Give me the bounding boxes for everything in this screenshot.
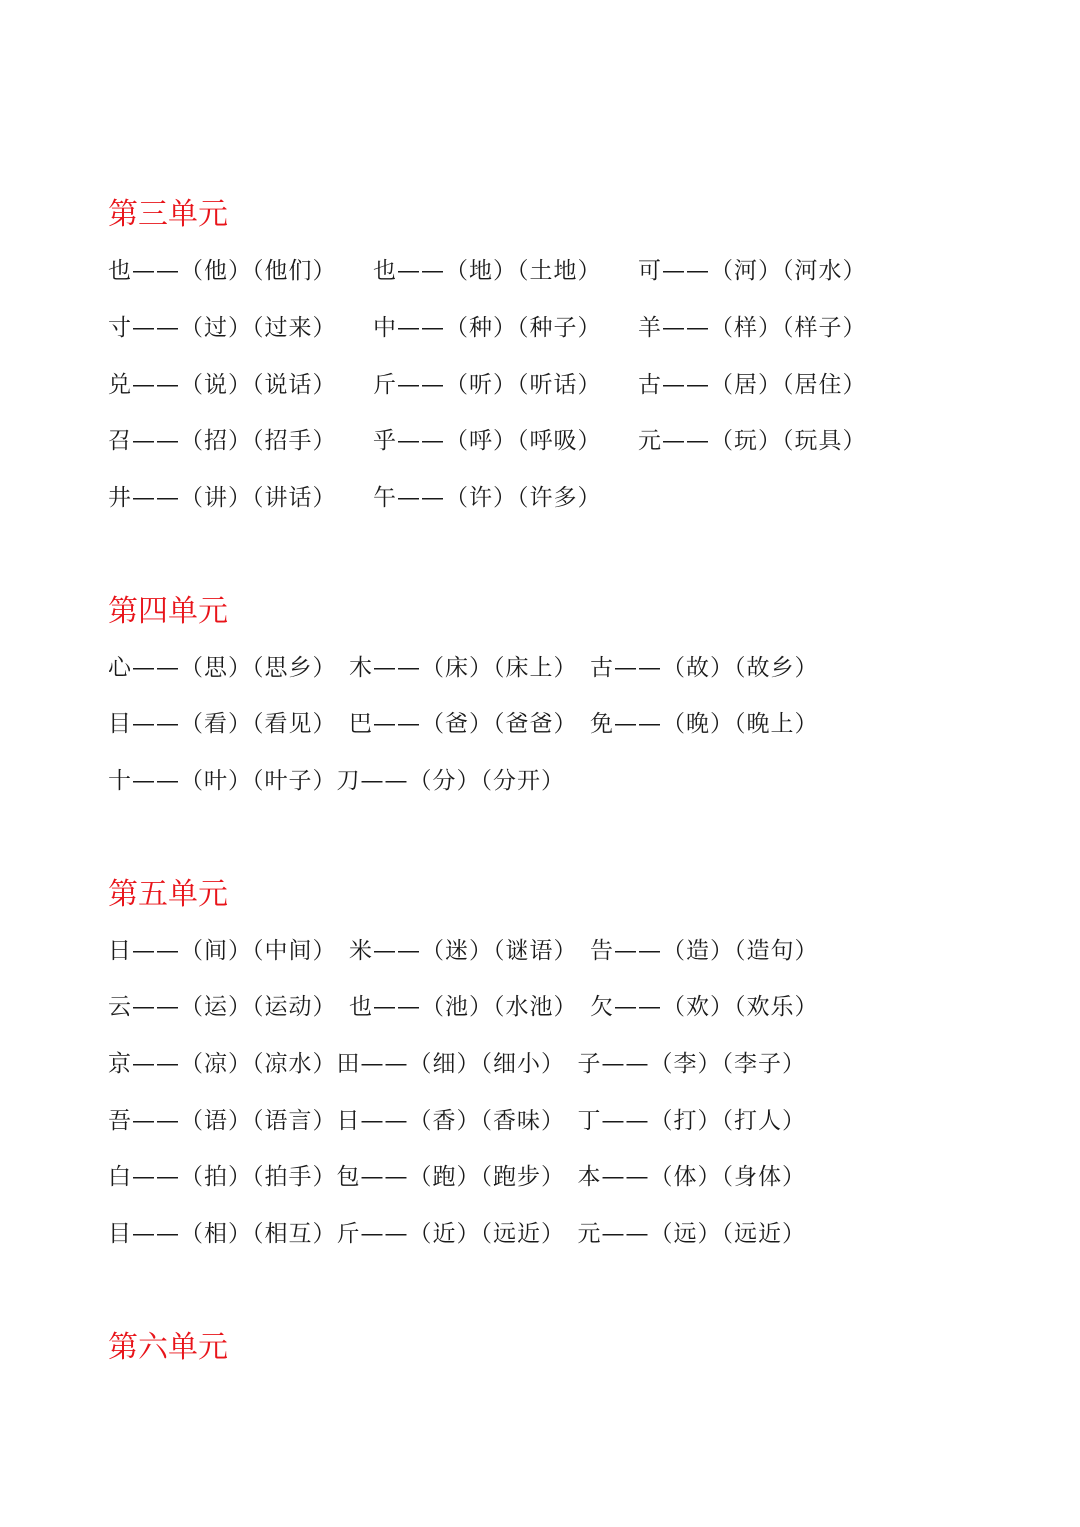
section-title-unit-4: 第四单元 <box>108 594 228 629</box>
word-line: 吾——（语）（语言）日——（香）（香味） 丁——（打）（打人） <box>108 1108 806 1134</box>
word-line: 目——（看）（看见） 巴——（爸）（爸爸） 免——（晚）（晚上） <box>108 711 819 737</box>
word-line: 井——（讲）（讲话） 午——（许）（许多） <box>108 485 602 511</box>
word-line: 目——（相）（相互）斤——（近）（远近） 元——（远）（远近） <box>108 1221 806 1247</box>
section-title-unit-6: 第六单元 <box>108 1330 228 1365</box>
word-line: 寸——（过）（过来） 中——（种）（种子） 羊——（样）（样子） <box>108 315 867 341</box>
word-line: 京——（凉）（凉水）田——（细）（细小） 子——（李）（李子） <box>108 1051 806 1077</box>
word-line: 日——（间）（中间） 米——（迷）（谜语） 告——（造）（造句） <box>108 938 819 964</box>
word-line: 也——（他）（他们） 也——（地）（土地） 可——（河）（河水） <box>108 258 867 284</box>
word-line: 十——（叶）（叶子）刀——（分）（分开） <box>108 768 565 794</box>
word-line: 兑——（说）（说话） 斤——（听）（听话） 古——（居）（居住） <box>108 372 867 398</box>
section-title-unit-3: 第三单元 <box>108 197 228 232</box>
word-line: 召——（招）（招手） 乎——（呼）（呼吸） 元——（玩）（玩具） <box>108 428 867 454</box>
word-line: 心——（思）（思乡） 木——（床）（床上） 古——（故）（故乡） <box>108 655 819 681</box>
section-title-unit-5: 第五单元 <box>108 877 228 912</box>
word-line: 云——（运）（运动） 也——（池）（水池） 欠——（欢）（欢乐） <box>108 994 819 1020</box>
word-line: 白——（拍）（拍手）包——（跑）（跑步） 本——（体）（身体） <box>108 1164 806 1190</box>
